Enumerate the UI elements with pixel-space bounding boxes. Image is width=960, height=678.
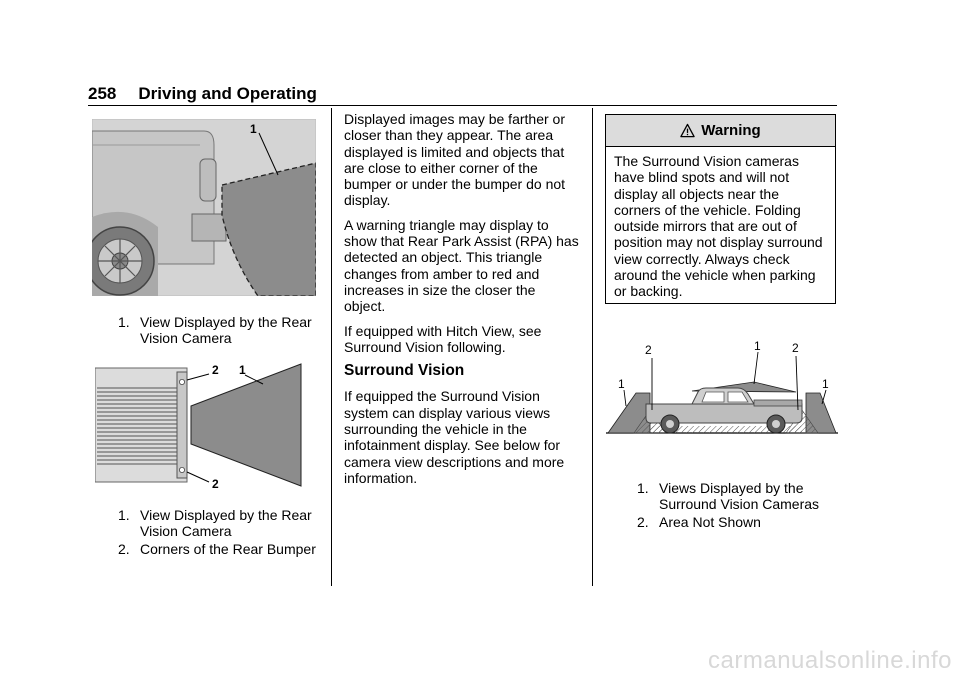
warning-text: The Surround Vision cameras have blind spots and will not display all objects near the corners of the vehicle. Folding outside mirrors that are out of position may not display surround view correctly. Always check around the vehicle when parking or backing. [614,153,823,300]
callout-label: 1 [239,363,246,377]
body-paragraph: A warning triangle may display to show that Rear Park Assist (RPA) has detected an object. This triangle changes from amber to red and increases in size the closer the object. [344,216,579,315]
callout-label: 1 [250,122,257,136]
column-2-text [344,111,580,494]
figure3-captions [637,480,837,532]
caption-number: 1. [118,507,130,523]
column-divider-right [592,108,593,586]
figure1-captions [118,314,328,348]
body-paragraph: Displayed images may be farther or closer than they appear. The area displayed is limited and objects that are close to either corner of the bumper or under the bumper do not display. [344,111,566,209]
caption-text: Views Displayed by the Surround Vision Cameras [659,480,820,512]
body-paragraph: If equipped with Hitch View, see Surround Vision following. [344,322,542,355]
callout-label: 2 [645,343,652,357]
warning-title: Warning [701,122,761,139]
caption-number: 2. [637,514,649,530]
callout-label: 1 [754,339,761,353]
caption-item [118,314,328,346]
caption-text: Corners of the Rear Bumper [140,541,316,557]
column-divider-left [331,108,332,586]
figure-rear-bumper-top-view [95,362,325,490]
callout-label: 1 [618,377,625,391]
caption-text: View Displayed by the Rear Vision Camera [140,507,312,539]
caption-number: 1. [118,314,130,330]
figure-surround-vision-side-view [606,338,838,440]
callout-label: 2 [212,477,219,490]
caption-text: View Displayed by the Rear Vision Camera [140,314,312,346]
caption-item [637,514,837,530]
figure-rear-camera-view [92,119,316,296]
watermark: carmanualsonline.info [708,647,952,674]
header-rule [88,105,837,106]
caption-number: 1. [637,480,649,496]
section-heading: Surround Vision [344,362,465,380]
caption-text: Area Not Shown [659,514,761,530]
callout-label: 2 [792,341,799,355]
camera-view-area [191,364,301,486]
caption-item [118,541,328,557]
section-title: Driving and Operating [138,84,317,103]
caption-item [118,507,328,539]
page-header [88,84,317,104]
page-number: 258 [88,84,117,103]
caption-item [637,480,837,512]
warning-icon [680,123,695,138]
caption-number: 2. [118,541,130,557]
body-paragraph: If equipped the Surround Vision system can display various views surrounding the vehicle in the infotainment display. See below for camera view descriptions and more information. [344,388,565,486]
warning-header [606,115,835,147]
warning-box [605,114,836,304]
callout-label: 2 [212,363,219,377]
figure2-captions [118,507,328,559]
callout-label: 1 [822,377,829,391]
